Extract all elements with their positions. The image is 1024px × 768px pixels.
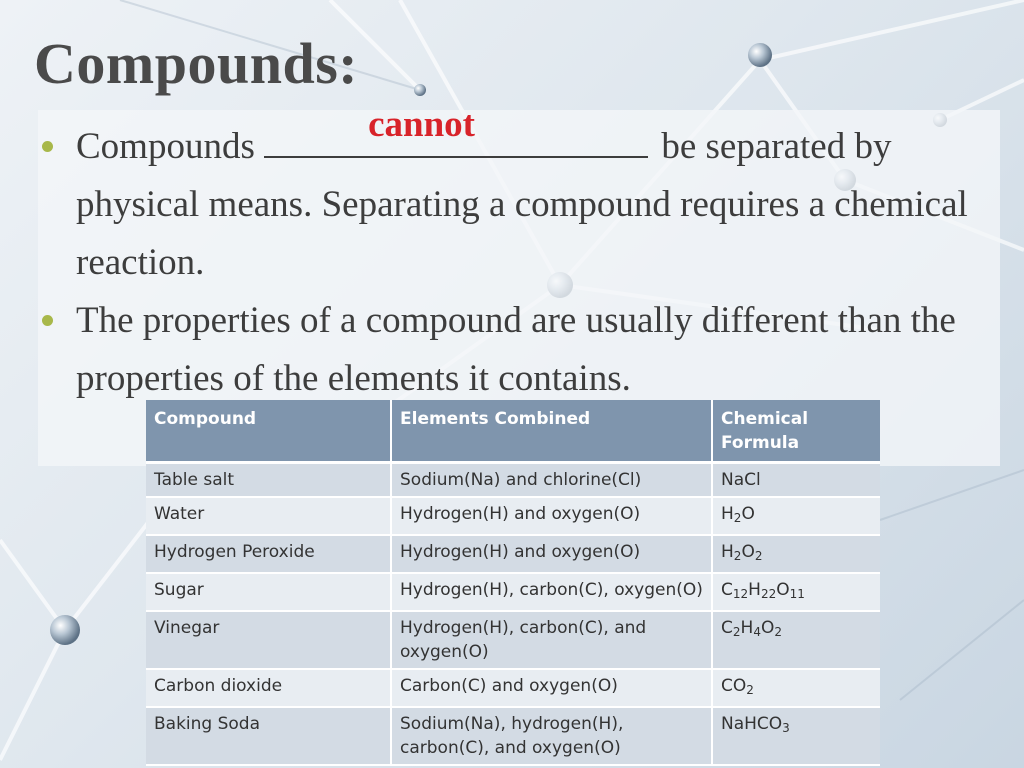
table-row (146, 535, 880, 573)
formula-subscript: 2 (732, 625, 741, 639)
formula-subscript: 11 (789, 587, 805, 601)
formula-symbol: O (776, 580, 790, 600)
formula-subscript: 2 (754, 549, 763, 563)
formula-cell (712, 497, 880, 535)
compounds-table (146, 400, 880, 766)
bullet-dot-icon (42, 141, 53, 152)
formula-subscript: 12 (732, 587, 749, 601)
formula-symbol: NaHCO (721, 714, 783, 734)
table-row (146, 463, 880, 498)
table-row (146, 573, 880, 611)
formula-symbol: O (741, 542, 755, 562)
formula-subscript: 22 (760, 587, 777, 601)
compound-cell: Hydrogen Peroxide (146, 535, 391, 573)
header-compound: Compound (146, 400, 391, 463)
elements-cell: Hydrogen(H) and oxygen(O) (391, 535, 712, 573)
table-row (146, 611, 880, 669)
formula-symbol: C (721, 580, 733, 600)
table-body (146, 463, 880, 766)
slide-title: Compounds: (34, 31, 359, 96)
header-elements-combined: Elements Combined (391, 400, 712, 463)
compound-cell: Baking Soda (146, 707, 391, 765)
formula-symbol: H (748, 580, 761, 600)
elements-cell: Sodium(Na), hydrogen(H), carbon(C), and oxygen(O) (391, 707, 712, 765)
bullet-item-compounds-separation (38, 104, 1000, 292)
header-chemical-formula: Chemical Formula (712, 400, 880, 463)
bullet-item-properties (38, 292, 1000, 408)
formula-subscript: 2 (733, 549, 742, 563)
bullet-text-lead: Compounds (76, 126, 265, 167)
elements-cell: Carbon(C) and oxygen(O) (391, 669, 712, 707)
table-row (146, 669, 880, 707)
formula-subscript: 2 (774, 625, 782, 639)
formula-symbol: NaCl (721, 470, 761, 490)
formula-symbol: O (760, 618, 775, 638)
bullet-text: The properties of a compound are usually different than the properties of the elements it contains. (76, 300, 956, 399)
table-row (146, 707, 880, 765)
fill-in-blank (264, 104, 652, 158)
formula-subscript: 3 (782, 721, 790, 735)
elements-cell: Hydrogen(H), carbon(C), oxygen(O) (391, 573, 712, 611)
compound-cell: Carbon dioxide (146, 669, 391, 707)
formula-cell (712, 573, 880, 611)
bullet-text-rest: be separated by physical means. Separating a compound requires a chemical reaction. (76, 126, 968, 283)
formula-cell (712, 611, 880, 669)
table-row (146, 497, 880, 535)
table-header-row (146, 400, 880, 463)
compound-cell: Water (146, 497, 391, 535)
elements-cell: Sodium(Na) and chlorine(Cl) (391, 463, 712, 498)
formula-symbol: O (741, 504, 755, 524)
formula-symbol: CO (721, 676, 747, 696)
compound-cell: Sugar (146, 573, 391, 611)
formula-symbol: H (721, 542, 734, 562)
elements-cell: Hydrogen(H), carbon(C), and oxygen(O) (391, 611, 712, 669)
bullet-dot-icon (42, 315, 53, 326)
bullet-list (38, 104, 1000, 408)
compound-cell: Vinegar (146, 611, 391, 669)
formula-symbol: H (721, 504, 734, 524)
formula-cell (712, 707, 880, 765)
formula-subscript: 2 (746, 683, 754, 697)
formula-subscript: 2 (733, 511, 742, 525)
formula-cell (712, 535, 880, 573)
formula-subscript: 4 (753, 625, 761, 639)
blank-answer: cannot (368, 104, 476, 145)
compound-cell: Table salt (146, 463, 391, 498)
elements-cell: Hydrogen(H) and oxygen(O) (391, 497, 712, 535)
formula-symbol: H (740, 618, 754, 638)
formula-symbol: C (721, 618, 733, 638)
formula-cell (712, 463, 880, 498)
formula-cell (712, 669, 880, 707)
